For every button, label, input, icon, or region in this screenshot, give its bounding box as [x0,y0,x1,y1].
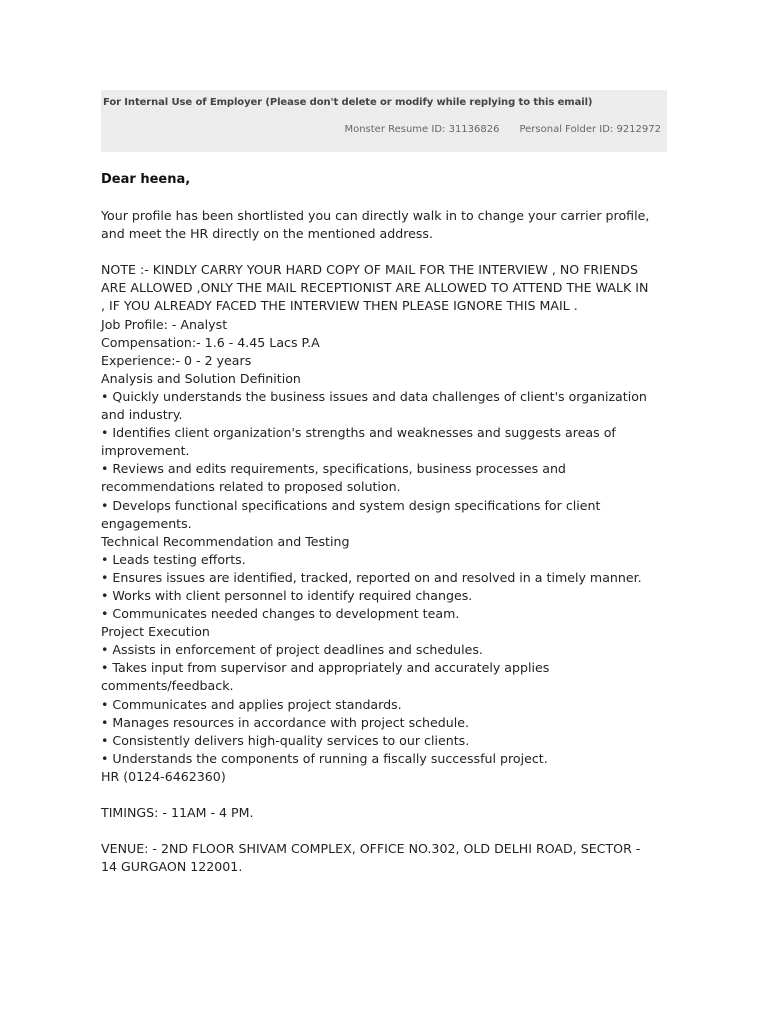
email-body [101,207,681,876]
body-line: • Assists in enforcement of project deadlines and schedules. [101,642,483,658]
body-line: Compensation:- 1.6 - 4.45 Lacs P.A [101,334,320,350]
body-line: ARE ALLOWED ,ONLY THE MAIL RECEPTIONIST ARE ALLOWED TO ATTEND THE WALK IN [101,280,649,296]
body-line: • Understands the components of running a fiscally successful project. [101,750,548,766]
blank-line [101,822,681,840]
body-line: Job Profile: - Analyst [101,316,228,332]
body-line: , IF YOU ALREADY FACED THE INTERVIEW THEN PLEASE IGNORE THIS MAIL . [101,298,578,314]
body-line: and industry. [101,407,183,423]
monster-resume-id: Monster Resume ID: 31136826 [344,124,500,135]
body-line: • Ensures issues are identified, tracked, reported on and resolved in a timely manner. [101,569,642,585]
body-line: 14 GURGAON 122001. [101,859,243,875]
body-line: • Works with client personnel to identify required changes. [101,587,473,603]
body-line: comments/feedback. [101,678,234,694]
body-line: • Consistently delivers high-quality services to our clients. [101,732,470,748]
body-line: Analysis and Solution Definition [101,370,301,386]
body-line: • Communicates needed changes to development team. [101,606,460,622]
body-line: and meet the HR directly on the mentioned address. [101,226,433,242]
body-line: Technical Recommendation and Testing [101,533,350,549]
body-line: TIMINGS: - 11AM - 4 PM. [101,805,254,821]
body-line: • Takes input from supervisor and appropriately and accurately applies [101,660,550,676]
body-line: • Develops functional specifications and system design specifications for client [101,497,601,513]
body-line: VENUE: - 2ND FLOOR SHIVAM COMPLEX, OFFICE NO.302, OLD DELHI ROAD, SECTOR - [101,841,641,857]
body-line: engagements. [101,515,192,531]
body-line: • Identifies client organization's strengths and weaknesses and suggests areas of [101,425,616,441]
body-line: • Reviews and edits requirements, specifications, business processes and [101,461,566,477]
body-line: • Quickly understands the business issues and data challenges of client's organization [101,388,647,404]
greeting: Dear heena, [101,172,191,187]
body-line: NOTE :- KINDLY CARRY YOUR HARD COPY OF MAIL FOR THE INTERVIEW , NO FRIENDS [101,262,638,278]
internal-use-title: For Internal Use of Employer (Please don't delete or modify while replying to this email) [103,97,593,108]
body-line: recommendations related to proposed solution. [101,479,401,495]
blank-line [101,243,681,261]
body-line: Experience:- 0 - 2 years [101,352,252,368]
personal-folder-id: Personal Folder ID: 9212972 [519,124,661,135]
body-line: • Leads testing efforts. [101,551,246,567]
body-line: Project Execution [101,624,210,640]
body-line: • Communicates and applies project standards. [101,696,402,712]
body-line: • Manages resources in accordance with project schedule. [101,714,470,730]
body-line: HR (0124-6462360) [101,768,226,784]
internal-use-box [101,90,667,152]
blank-line [101,786,681,804]
body-line: Your profile has been shortlisted you can directly walk in to change your carrier profile, [101,208,650,223]
internal-ids [344,124,661,135]
body-line: improvement. [101,443,190,459]
